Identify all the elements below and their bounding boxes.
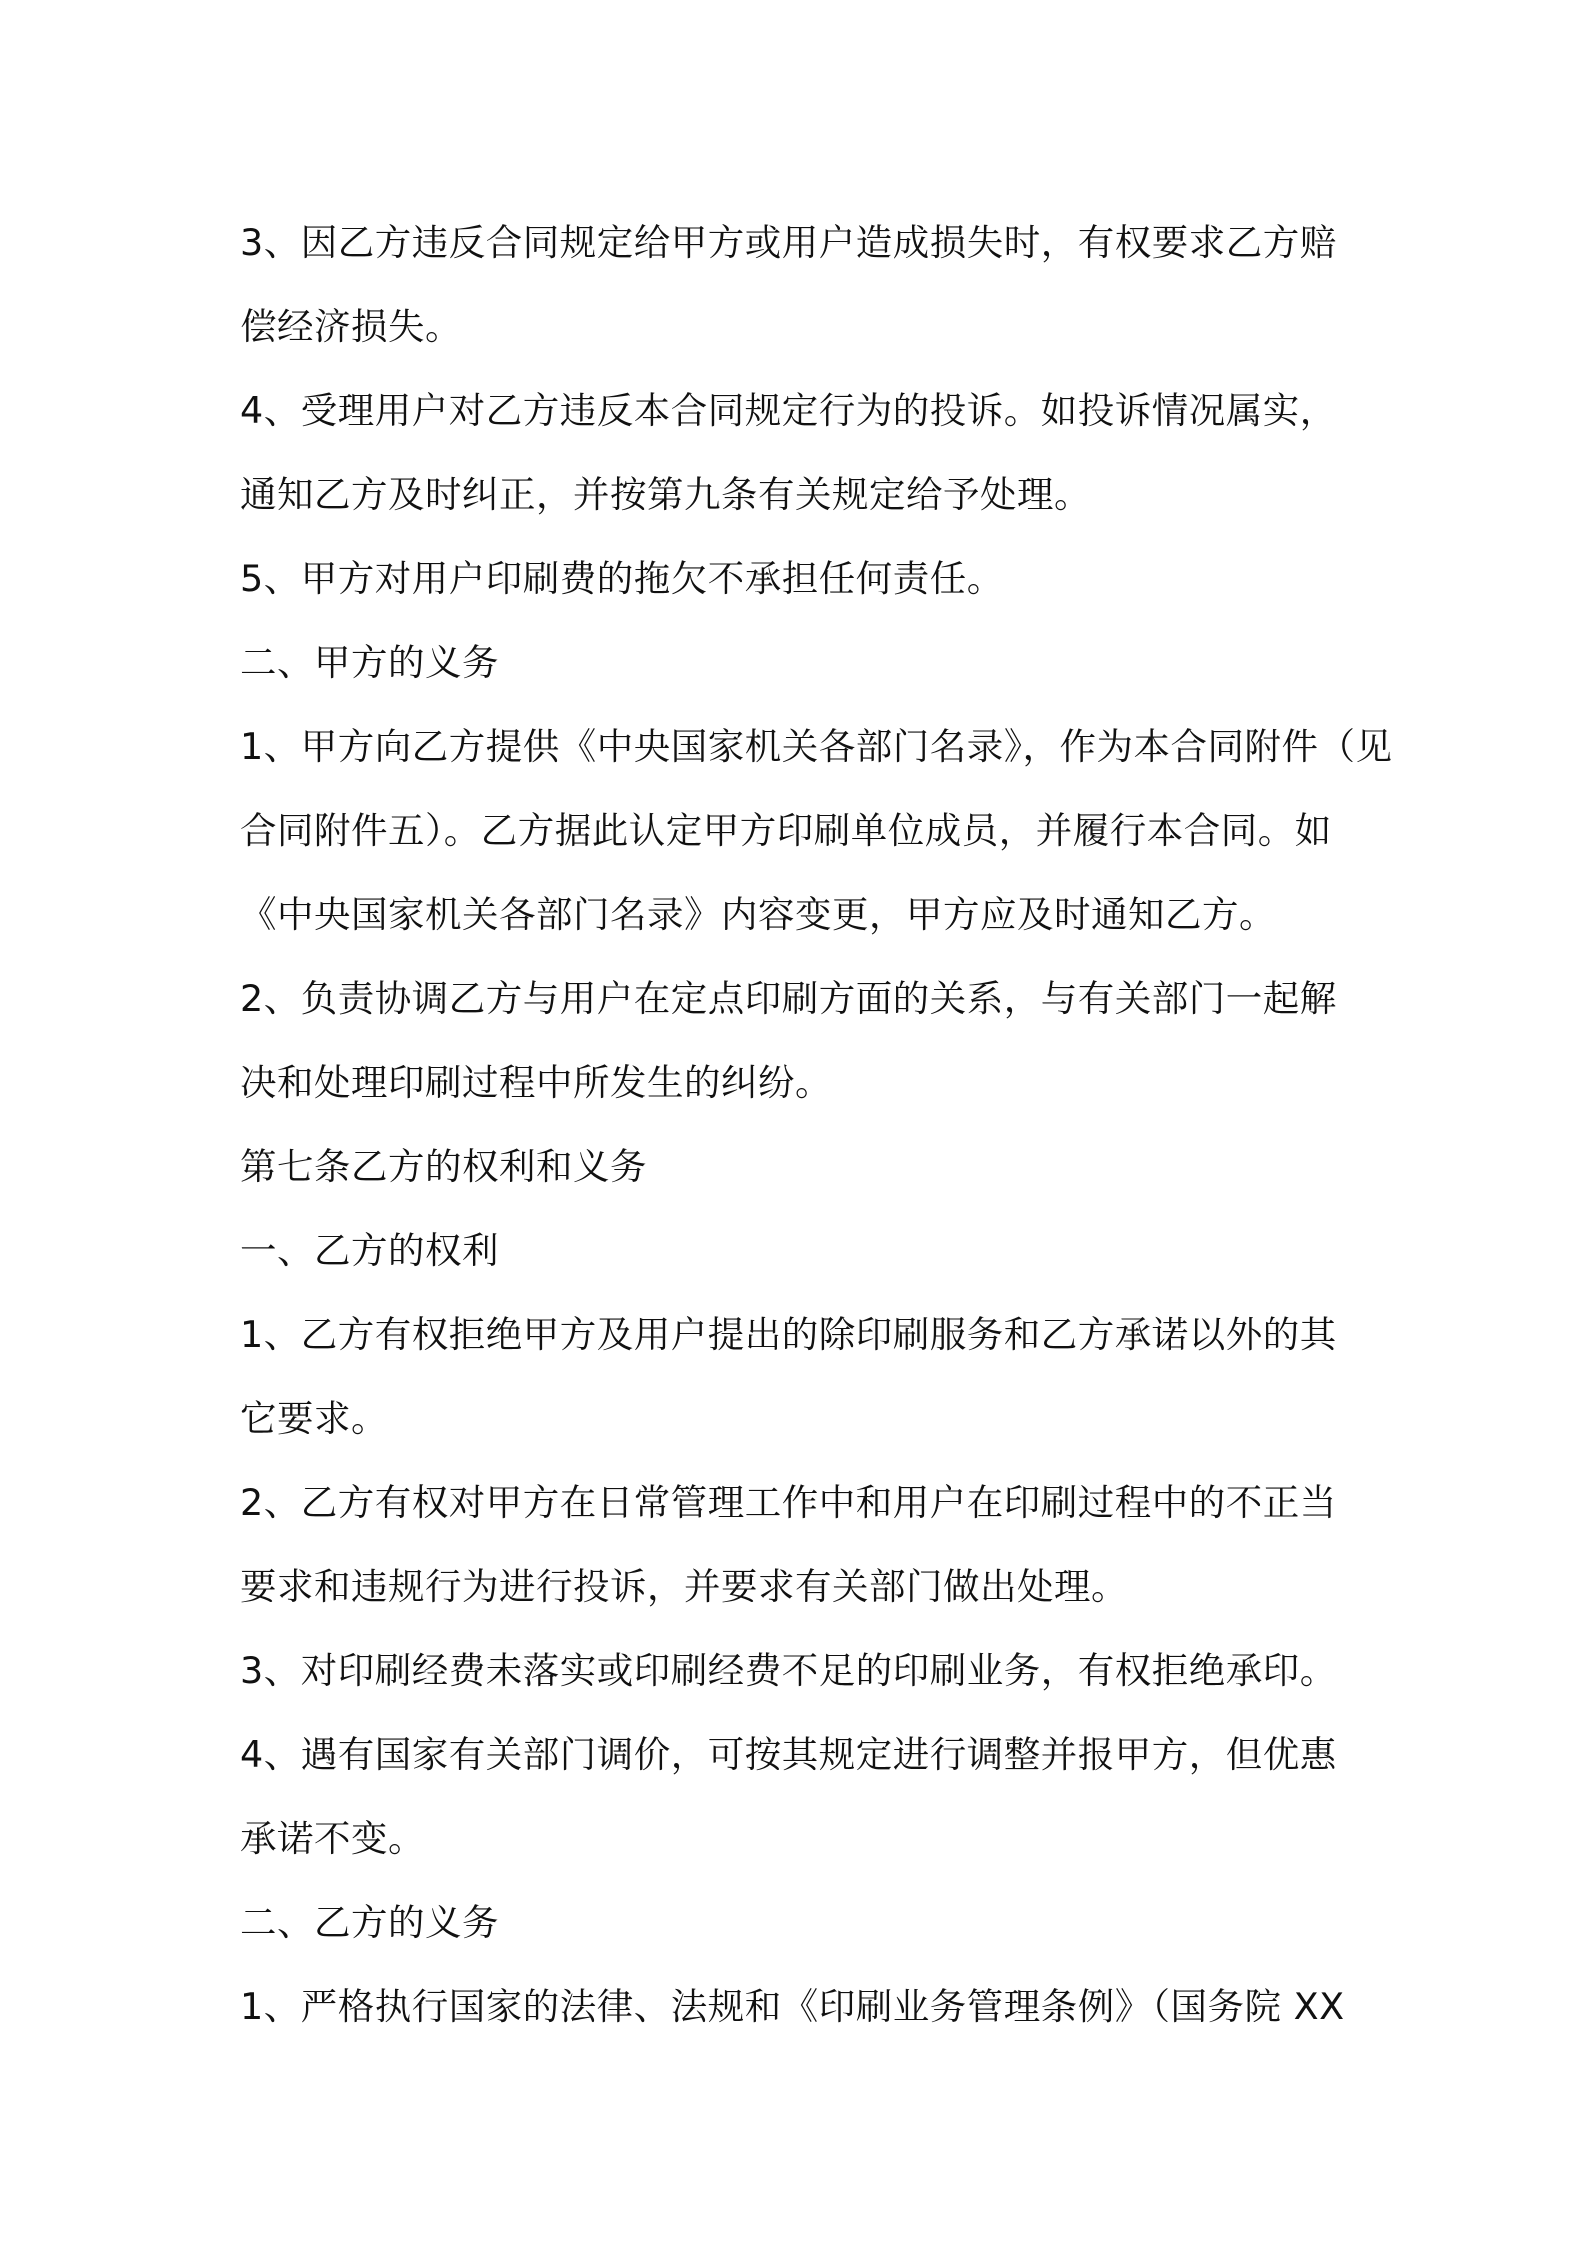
text-line: 合同附件五）。乙方据此认定甲方印刷单位成员，并履行本合同。如 xyxy=(240,809,1332,852)
section-heading: 一、乙方的权利 xyxy=(240,1229,499,1272)
text-line: 4、受理用户对乙方违反本合同规定行为的投诉。如投诉情况属实， xyxy=(240,389,1337,432)
document-page xyxy=(240,201,1393,2049)
text-line: 要求和违规行为进行投诉，并要求有关部门做出处理。 xyxy=(240,1565,1128,1608)
text-line: 2、乙方有权对甲方在日常管理工作中和用户在印刷过程中的不正当 xyxy=(240,1481,1337,1524)
text-line: 3、因乙方违反合同规定给甲方或用户造成损失时，有权要求乙方赔 xyxy=(240,221,1337,264)
text-line: 1、严格执行国家的法律、法规和《印刷业务管理条例》（国务院 XX xyxy=(240,1985,1345,2028)
text-line: 1、乙方有权拒绝甲方及用户提出的除印刷服务和乙方承诺以外的其 xyxy=(240,1313,1337,1356)
text-line: 5、甲方对用户印刷费的拖欠不承担任何责任。 xyxy=(240,557,1004,600)
section-heading: 二、甲方的义务 xyxy=(240,641,499,684)
text-line: 4、遇有国家有关部门调价，可按其规定进行调整并报甲方，但优惠 xyxy=(240,1733,1337,1776)
text-line: 3、对印刷经费未落实或印刷经费不足的印刷业务，有权拒绝承印。 xyxy=(240,1649,1337,1692)
text-line: 2、负责协调乙方与用户在定点印刷方面的关系，与有关部门一起解 xyxy=(240,977,1337,1020)
article-heading: 第七条乙方的权利和义务 xyxy=(240,1145,647,1188)
text-line: 承诺不变。 xyxy=(240,1817,425,1860)
text-line: 1、甲方向乙方提供《中央国家机关各部门名录》，作为本合同附件（见 xyxy=(240,725,1393,768)
text-line: 《中央国家机关各部门名录》内容变更，甲方应及时通知乙方。 xyxy=(240,893,1276,936)
section-heading: 二、乙方的义务 xyxy=(240,1901,499,1944)
text-line: 偿经济损失。 xyxy=(240,305,462,348)
text-line: 决和处理印刷过程中所发生的纠纷。 xyxy=(240,1061,832,1104)
text-line: 通知乙方及时纠正，并按第九条有关规定给予处理。 xyxy=(240,473,1091,516)
text-line: 它要求。 xyxy=(240,1397,388,1440)
